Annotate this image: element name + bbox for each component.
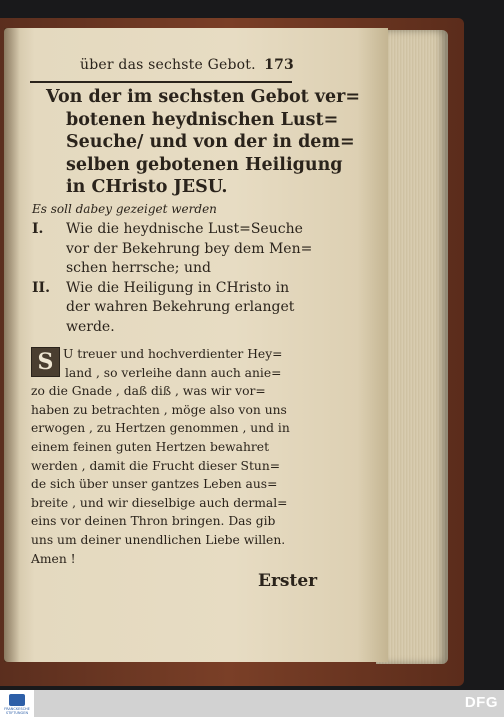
text-line: Wie die Heiligung in CHristo in	[66, 279, 290, 296]
chapter-title-line: botenen heydnischen Lust=	[66, 109, 339, 130]
text-line: U treuer und hochverdienter Hey=	[63, 347, 283, 361]
text-line: werden , damit die Frucht dieser Stun=	[31, 458, 281, 473]
text-line: Amen !	[31, 551, 76, 566]
chapter-title-line: Seuche/ und von der in dem=	[66, 132, 355, 152]
text-line: haben zu betrachten , möge also von uns	[31, 402, 287, 417]
chapter-title-line: in CHristo JESU.	[66, 177, 228, 197]
text-line: einem feinen guten Hertzen bewahret	[31, 439, 270, 454]
chapter-title	[46, 86, 361, 199]
page-gutter-shadow	[4, 28, 20, 662]
text-line: uns um deiner unendlichen Liebe willen.	[31, 532, 286, 547]
text-line: land , so verleihe dann auch anie=	[65, 365, 282, 380]
text-line: schen herrsche; und	[66, 260, 211, 276]
outline-item	[32, 279, 302, 338]
text-line: erwogen , zu Hertzen genommen , und in	[31, 421, 290, 436]
drop-cap: S	[31, 347, 60, 377]
text-line: breite , und wir dieselbige auch dermal=	[31, 495, 288, 510]
text-line: vor der Bekehrung bey dem Men=	[66, 240, 313, 257]
outline-item-number: II.	[32, 279, 50, 296]
outline-item-text	[66, 279, 302, 338]
institution-logo[interactable]	[0, 690, 34, 717]
chapter-title-line: Von der im sechsten Gebot ver=	[46, 87, 361, 107]
page-number: 173	[264, 57, 294, 73]
text-line: der wahren Bekehrung erlanget	[66, 299, 295, 315]
text-line: de sich über unser gantzes Leben aus=	[31, 477, 278, 492]
head-rule	[30, 81, 292, 83]
text-line: eins vor deinen Thron bringen. Das gib	[31, 514, 276, 529]
institution-logo-text: FRANCKESCHE STIFTUNGEN	[4, 707, 30, 715]
running-head	[62, 57, 294, 79]
viewer-footer-bar	[0, 690, 504, 717]
prayer-paragraph	[31, 345, 303, 568]
outline-item-text	[66, 220, 313, 279]
outline-list	[32, 220, 313, 337]
catchword: Erster	[258, 571, 318, 591]
text-line: werde.	[66, 318, 115, 335]
outline-item-number: I.	[32, 221, 44, 237]
dfg-logo[interactable]: DFG	[464, 694, 498, 711]
intro-line: Es soll dabey gezeiget werden	[32, 202, 217, 216]
institution-logo-icon	[9, 694, 25, 706]
outline-item	[32, 220, 313, 279]
chapter-title-line: selben gebotenen Heiligung	[66, 154, 343, 175]
running-title: über das sechste Gebot.	[80, 57, 256, 73]
text-line: Wie die heydnische Lust=Seuche	[66, 221, 303, 237]
text-line: zo die Gnade , daß diß , was wir vor=	[31, 384, 266, 399]
